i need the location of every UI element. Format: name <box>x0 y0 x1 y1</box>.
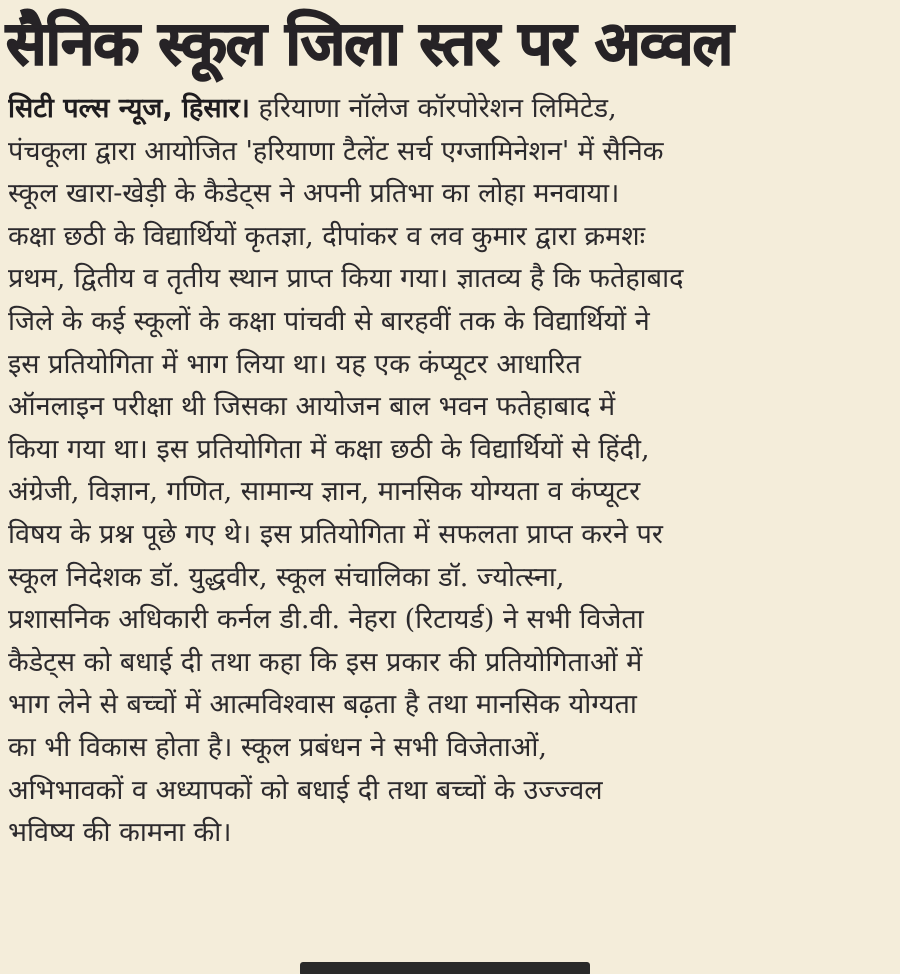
article-line: कैडेट्स को बधाई दी तथा कहा कि इस प्रकार की प्रतियोगिताओं में <box>8 646 643 678</box>
article-line: स्कूल खारा-खेड़ी के कैडेट्स ने अपनी प्रतिभा का लोहा मनवाया। <box>8 178 620 210</box>
article-line: इस प्रतियोगिता में भाग लिया था। यह एक कंप्यूटर आधारित <box>8 348 581 380</box>
article-line-text: हरियाणा नॉलेज कॉरपोरेशन लिमिटेड, <box>249 93 617 124</box>
article-line: का भी विकास होता है। स्कूल प्रबंधन ने सभी विजेताओं, <box>8 731 547 763</box>
article-line: जिले के कई स्कूलों के कक्षा पांचवी से बारहवीं तक के विद्यार्थियों ने <box>8 305 650 337</box>
article-line <box>8 88 892 131</box>
article-line: भाग लेने से बच्चों में आत्मविश्वास बढ़ता है तथा मानसिक योग्यता <box>8 689 637 721</box>
article-line: प्रशासनिक अधिकारी कर्नल डी.वी. नेहरा (रिटायर्ड) ने सभी विजेता <box>8 604 644 636</box>
dateline: सिटी पल्स न्यूज, हिसार। <box>8 93 250 124</box>
article-line: भविष्य की कामना की। <box>8 817 232 849</box>
article-line: अभिभावकों व अध्यापकों को बधाई दी तथा बच्चों के उज्ज्वल <box>8 774 603 806</box>
article-line: स्कूल निदेशक डॉ. युद्धवीर, स्कूल संचालिका डॉ. ज्योत्स्ना, <box>8 561 565 593</box>
article-line: प्रथम, द्वितीय व तृतीय स्थान प्राप्त किया गया। ज्ञातव्य है कि फतेहाबाद <box>8 263 684 295</box>
article-line: पंचकूला द्वारा आयोजित 'हरियाणा टैलेंट सर्च एग्जामिनेशन' में सैनिक <box>8 135 664 167</box>
article-line: कक्षा छठी के विद्यार्थियों कृतज्ञा, दीपांकर व लव कुमार द्वारा क्रमशः <box>8 220 646 252</box>
article-line: अंग्रेजी, विज्ञान, गणित, सामान्य ज्ञान, मानसिक योग्यता व कंप्यूटर <box>8 476 641 508</box>
article-headline: सैनिक स्कूल जिला स्तर पर अव्वल <box>6 9 733 79</box>
next-headline-cutoff <box>300 962 590 974</box>
article-line: किया गया था। इस प्रतियोगिता में कक्षा छठी के विद्यार्थियों से हिंदी, <box>8 433 650 465</box>
article-body <box>8 88 892 855</box>
article-line: विषय के प्रश्न पूछे गए थे। इस प्रतियोगिता में सफलता प्राप्त करने पर <box>8 518 663 550</box>
article-line: ऑनलाइन परीक्षा थी जिसका आयोजन बाल भवन फतेहाबाद में <box>8 391 616 423</box>
